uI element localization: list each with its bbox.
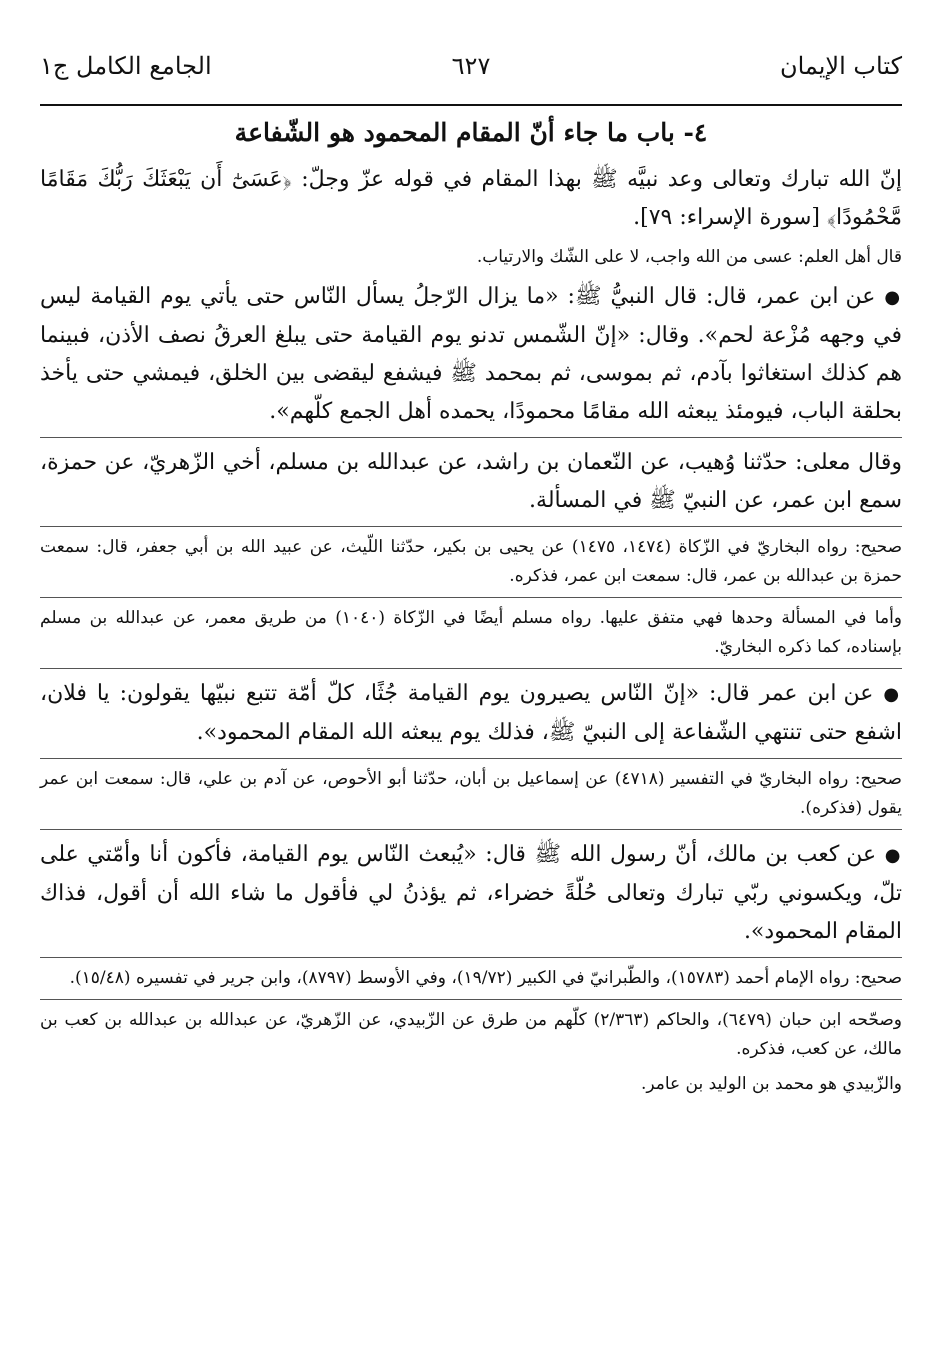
hadith-2-text: عن ابن عمر قال: «إنّ النّاس يصيرون يوم القيامة جُثًا، كلّ أمّة تتبع نبيّها يقولون: يا فلان، اشفع حتى تنتهي الشّفاعة إلى النبيّ ﷺ، فذلك يوم يبعثه الله المقام المحمود». [40, 681, 902, 745]
hadith-3-note-1: صحيح: رواه الإمام أحمد (١٥٧٨٣)، والطّبرانيّ في الكبير (١٩/٧٢)، وفي الأوسط (٨٧٩٧)، وابن جرير في تفسيره (١٥/٤٨). [69, 968, 902, 988]
hadith-3 [40, 836, 902, 951]
hadith-1 [40, 278, 902, 431]
hadith-2-note: صحيح: رواه البخاريّ في التفسير (٤٧١٨) عن إسماعيل بن أبان، حدّثنا أبو الأحوص، عن آدم بن علي، قال: سمعت ابن عمر يقول (فذكره). [40, 769, 902, 818]
divider [40, 999, 902, 1000]
bullet-icon: ● [884, 845, 902, 866]
header-book-title: كتاب الإيمان [779, 52, 902, 80]
page-header [40, 40, 902, 80]
hadith-1-note-1: صحيح: رواه البخاريّ في الزّكاة (١٤٧٤، ١٤٧٥) عن يحيى بن بكير، حدّثنا اللّيث، عن عبيد الله بن أبي جعفر، قال: سمعت حمزة بن عبدالله بن عمر، قال: سمعت ابن عمر، فذكره. [40, 537, 903, 586]
divider [40, 668, 902, 669]
hadith-3-text: عن كعب بن مالك، أنّ رسول الله ﷺ قال: «يُبعث النّاس يوم القيامة، فأكون أنا وأمّتي على تلّ، ويكسوني ربّي تبارك وتعالى حُلّةً خضراء، ثم يؤذنُ لي فأقول ما شاء الله أن أقول، فذاك المقام المحمود». [40, 842, 902, 944]
header-rule [40, 104, 902, 106]
chapter-title: ٤- باب ما جاء أنّ المقام المحمود هو الشّفاعة [234, 118, 708, 147]
hadith-1-note-2: وأما في المسألة وحدها فهي متفق عليها. رواه مسلم أيضًا في الزّكاة (١٠٤٠) من طريق معمر، عن عبدالله بن مسلم بإسناده، كما ذكره البخاريّ. [40, 608, 902, 657]
intro-paragraph: إنّ الله تبارك وتعالى وعد نبيَّه ﷺ بهذا المقام في قوله عزّ وجلّ: ﴿عَسَىٰٓ أَن يَبْعَثَكَ رَبُّكَ مَقَامًا مَّحْمُودًا﴾ [سورة الإسراء: ٧٩]. [40, 167, 902, 230]
divider [40, 437, 902, 438]
page-number: ٦٢٧ [451, 52, 491, 80]
bullet-icon: ● [883, 684, 902, 705]
header-volume-title: الجامع الكامل ج١ [40, 52, 212, 80]
document-page [40, 40, 902, 1105]
hadith-2 [40, 675, 902, 752]
hadith-1-text: عن ابن عمر، قال: قال النبيُّ ﷺ: «ما يزال الرّجلُ يسأل النّاس حتى يأتي يوم القيامة ليس في وجهه مُزْعة لحم». وقال: «إنّ الشّمس تدنو يوم القيامة حتى يبلغ العرقُ نصف الأذن، فبينما هم كذلك استغاثوا بآدم، ثم بموسى، ثم بمحمد ﷺ فيشفع ليقضى بين الخلق، فيمشي حتى يأخذ بحلقة الباب، فيومئذ يبعثه الله مقامًا محمودًا، يحمده أهل الجمع كلّهم». [40, 284, 902, 424]
scholars-note: قال أهل العلم: عسى من الله واجب، لا على الشّك والارتياب. [476, 247, 902, 267]
hadith-1-chain: وقال معلى: حدّثنا وُهيب، عن النّعمان بن راشد، عن عبدالله بن مسلم، أخي الزّهريّ، عن حمزة، سمع ابن عمر، عن النبيّ ﷺ في المسألة. [40, 450, 902, 513]
hadith-3-note-2: وصحّحه ابن حبان (٦٤٧٩)، والحاكم (٢/٣٦٣) كلّهم من طرق عن الزّبيدي، عن الزّهريّ، عن عبدالله بن عبدالله بن كعب بن مالك، عن كعب، فذكره. [40, 1010, 902, 1059]
divider [40, 829, 902, 830]
hadith-3-note-3: والزّبيدي هو محمد بن الوليد بن عامر. [640, 1074, 902, 1094]
divider [40, 526, 902, 527]
divider [40, 758, 902, 759]
divider [40, 957, 902, 958]
divider [40, 597, 902, 598]
bullet-icon: ● [884, 287, 902, 308]
